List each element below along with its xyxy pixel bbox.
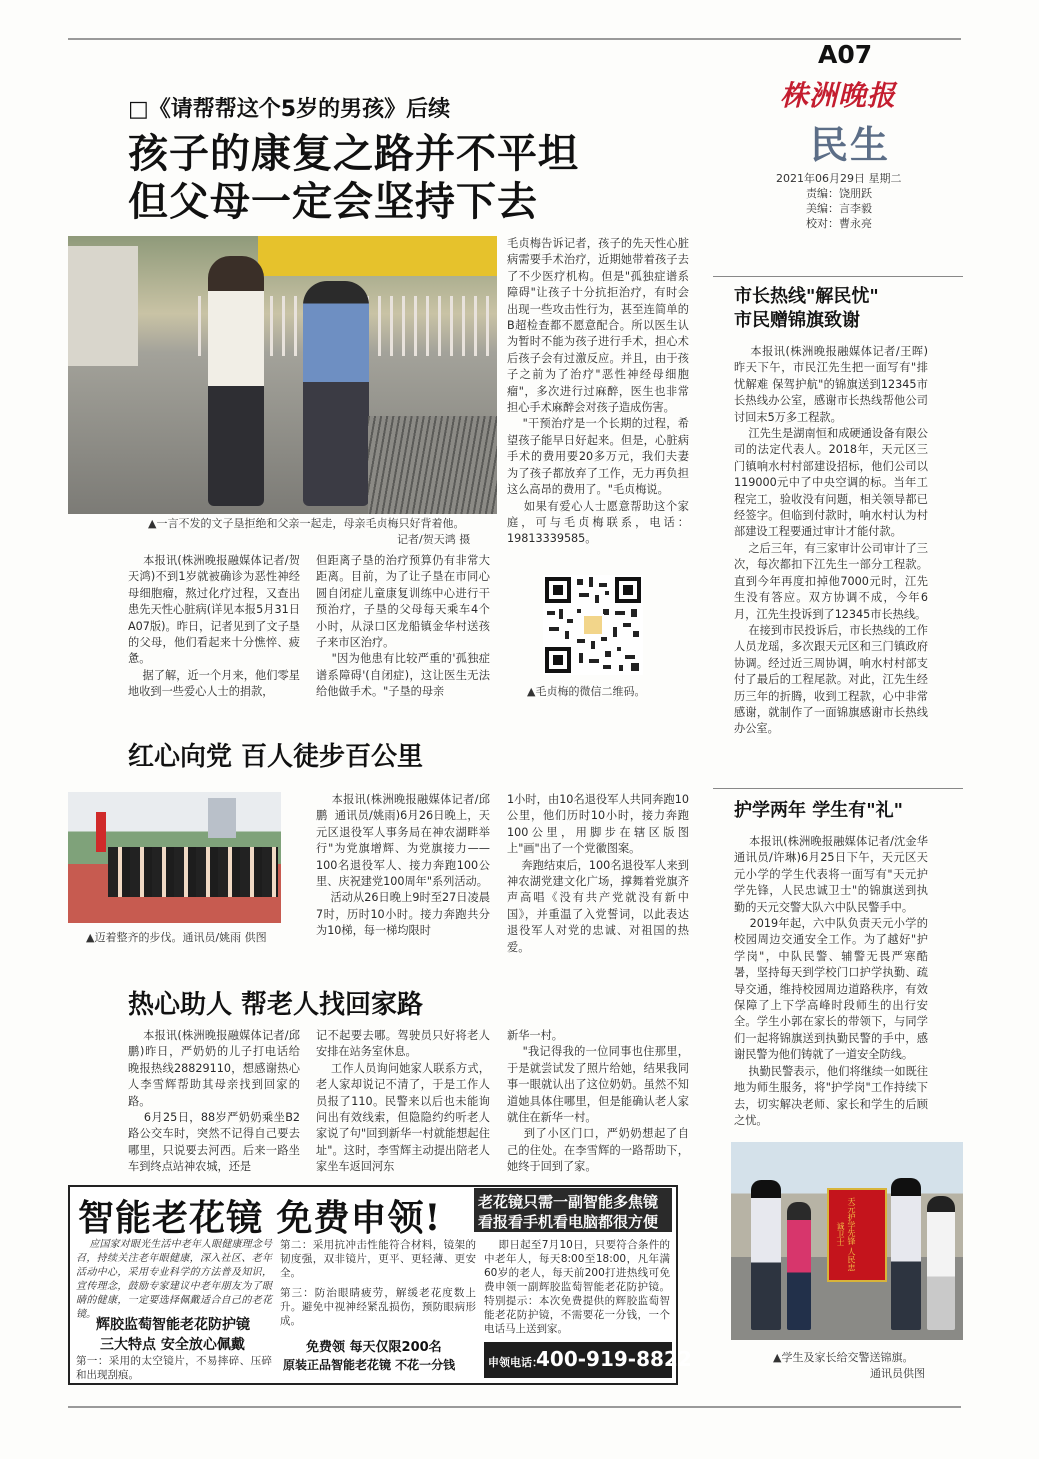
- bottom-rule: [68, 1406, 961, 1408]
- ad-tag-line1: 老花镜只需一副智能多焦镜: [478, 1193, 659, 1211]
- lead-body-col1: 本报讯(株洲晚报融媒体记者/贺天鸿)不到1岁就被确诊为恶性神经母细胞瘤，熬过化疗过程，又查出患先天性心脏病(详见本报5月31日A07版)。昨日，记者见到了文子垦的父母，他们看起来十分憔悴、疲惫。 据了解，近一个月来，他们零星地收到一些爱心人士的捐款，: [128, 554, 300, 699]
- ad-feature-title: 三大特点 安全放心佩戴: [100, 1337, 245, 1353]
- elder-body-col3: 新华一村。 "我记得我的一位同事也住那里，于是就尝试发了照片给她，结果我同事一眼就认出了这位奶奶。虽然不知道她具体住哪里，但是能确认老人家就住在新华一村。 到了小区门口，严奶奶想起了自己的住处。在李雪辉的一路帮助下，她终于回到了家。: [507, 1029, 689, 1174]
- right-col-rule-top: [713, 276, 963, 277]
- march-body-col1: 本报讯(株洲晚报融媒体记者/邱鹏 通讯员/姚雨)6月26日晚上，天元区退役军人事务局在神农湖畔举行"为党旗增辉、为党旗接力——100名退役军人、接力奔跑100公里、庆祝建党100周年"系列活动。 活动从26日晚上9时至27日凌晨7时，历时10小时。接力奔跑共分为10梯，每一梯均限时: [316, 793, 491, 938]
- march-body-col2: 1小时，由10名退役军人共同奔跑10公里，他们历时10小时，接力奔跑100公里，用脚步在辖区版图上"画"出了一个党徽图案。 奔跑结束后，100名退役军人来到神农湖党建文化广场，撑舞着党旗齐声高唱《没有共产党就没有新中国》，并重温了入党誓词，以此表达退役军人对党的忠诚、对祖国的热爱。: [507, 793, 689, 954]
- ad-feature-3: 第三：防治眼睛疲劳，解缓老花度数上升。避免中视神经紧乱损伤，预防眼病形成。: [280, 1287, 476, 1327]
- lead-photo-drain-grate: [368, 416, 497, 514]
- march-photo: [68, 792, 281, 923]
- mayor-body: 本报讯(株洲晚报融媒体记者/王晖)昨天下午，市民江先生把一面写有"排忧解难 保驾护航"的锦旗送到12345市长热线办公室，感谢市长热线帮他公司讨回末5万多工程款。 江先生是湖南恒和成硬通设备有限公司的法定代表人。2018年，天元区三门镇响水村村部建设招标，他们公司以119000元中了中央空调的标。当年工程完工，验收没有问题，相关领导都已经签字。但临到付款时，响水村认为村部建设工程要通过审计才能付款。 之后三年，有三家审计公司审计了三次，每次都扣下江先生一部分工程款。直到今年再度扣掉他7000元时，江先生没有答应。双方协调不成，今年6月，江先生投诉到了12345市长热线。 在接到市民投诉后，市长热线的工作人员龙瑶，多次跟天元区和三门镇政府协调。经过近三周协调，响水村村部支付了最后的工程尾款。对此，江先生经历三年的折腾，收到工程款，心中非常感谢，就制作了一面锦旗感谢市长热线办公室。: [734, 345, 928, 736]
- school-photo-police-right: [891, 1178, 921, 1330]
- qr-caption: ▲毛贞梅的微信二维码。: [527, 685, 646, 698]
- elder-body-col1: 本报讯(株洲晚报融媒体记者/邱鹏)昨日，严奶奶的儿子打电话给晚报热线28829110，想感谢热心人李雪辉帮助其母亲找到回家的路。 6月25日，88岁严奶奶乘坐B2路公交车时，突然不记得自己要去哪里，只说要去河西。后来一路坐车到终点站神农城，还是: [128, 1029, 300, 1174]
- page-number: A07: [818, 40, 873, 69]
- lead-body-col2: 但距离子垦的治疗预算仍有非常大距离。目前，为了让子垦在市同心圆自闭症儿童康复训练中心进行干预治疗，子垦的父母每天乘车4个小时，从渌口区龙船镇金华村送孩子来市区治疗。 "因为他患有比较严重的'孤独症谱系障碍'(自闭症)，这让医生无法给他做手术。"子垦的母亲: [316, 554, 490, 699]
- school-title: 护学两年 学生有"礼": [734, 800, 904, 821]
- lead-photo-father: [208, 256, 264, 506]
- lead-title-line2: 但父母一定会坚持下去: [128, 178, 538, 225]
- march-photo-runners: [108, 847, 278, 897]
- lead-photo: [68, 236, 497, 514]
- paper-logo: 株洲晚报: [780, 79, 897, 112]
- march-title: 红心向党 百人徒步百公里: [128, 742, 424, 772]
- lead-title-line1: 孩子的康复之路并不平坦: [128, 130, 579, 177]
- section-name: 民生: [810, 122, 891, 167]
- ad-feature-1: 第一：采用的太空镜片，不易摔碎、压碎和出现刮痕。: [76, 1355, 272, 1381]
- march-photo-caption: ▲迈着整齐的步伐。通讯员/姚雨 供图: [86, 931, 267, 944]
- qr-code: [543, 575, 643, 675]
- ad-intro: 应国家对眼光生活中老年人眼健康理念号召，持续关注老年眼健康，深入社区、老年活动中心，采用专业科学的方法普及知识，宣传理念，鼓励专家建议中老年朋友为了眼睛的健康，一定要选择佩戴适合自己的老花镜。: [76, 1239, 272, 1320]
- ad-headline: 智能老花镜 免费申领!: [78, 1197, 442, 1239]
- designer-credit: 美编：言李毅: [806, 202, 872, 215]
- ad-tag-line2: 看报看手机看电脑都很方便: [478, 1213, 659, 1231]
- issue-date: 2021年06月29日 星期二: [776, 172, 902, 185]
- lead-photo-credit: 记者/贺天鸿 摄: [397, 533, 471, 546]
- school-photo: [731, 1142, 963, 1340]
- right-col-rule-mid: [713, 788, 963, 789]
- ad-free-line2: 原装正品智能老花镜 不花一分钱: [283, 1358, 456, 1372]
- ad-hotline-number[interactable]: 400-919-8822: [536, 1347, 692, 1371]
- lead-body-col3: 毛贞梅告诉记者，孩子的先天性心脏病需要手术治疗，近期她带着孩子去了不少医疗机构。但是"孤独症谱系障碍"让孩子十分抗拒治疗，有时会出现一些攻击性行为，甚至连简单的B超检查都不愿意配合。所以医生认为暂时不能为孩子进行手术，担心术后孩子会有过激反应。并且，由于孩子之前为了治疗"恶性神经母细胞瘤"，多次进行过麻醉，医生也非常担心手术麻醉会对孩子造成伤害。 "干预治疗是一个长期的过程，希望孩子能早日好起来。但是，心脏病手术的费用要20多万元，我们夫妻为了孩子都放弃了工作，无力再负担这么高昂的费用了。"毛贞梅说。 如果有爱心人士愿意帮助这个家庭，可与毛贞梅联系，电话：19813339585。: [507, 237, 689, 546]
- march-photo-flag: [96, 812, 106, 852]
- ad-free-line1: 免费领 每天仅限200名: [306, 1340, 442, 1355]
- ad-product-name: 辉胶监萄智能老花防护镜: [96, 1317, 250, 1333]
- elder-title: 热心助人 帮老人找回家路: [128, 990, 424, 1020]
- school-body: 本报讯(株洲晚报融媒体记者/沈金华 通讯员/许琳)6月25日下午，天元区天元小学的学生代表将一面写有"天元护学先锋，人民忠诚卫士"的锦旗送到执勤的天元交警大队六中队民警手中。 2019年起，六中队负责天元小学的校园周边交通安全工作。为了越好"护学岗"，中队民警、辅警无畏严寒酷暑，坚持每天到学校门口护学执勤、疏导交通，维持校园周边道路秩序，有效保障了上下学高峰时段师生的出行安全。学生小郭在家长的带领下，与同学们一起将锦旗送到执勤民警的手中，感谢民警为他们铸就了一道安全防线。 执勤民警表示，他们将继续一如既往地为师生服务，将"护学岗"工作持续下去，切实解决老师、家长和学生的后顾之忧。: [734, 835, 928, 1127]
- school-photo-banner-text: 天元护学先锋 人民忠诚卫士: [836, 1196, 856, 1272]
- proofreader-credit: 校对：曹永亮: [806, 217, 872, 230]
- lead-kicker: □《请帮帮这个5岁的男孩》后续: [128, 97, 451, 122]
- school-photo-parent: [927, 1196, 955, 1330]
- school-photo-credit: 通讯员供图: [870, 1367, 925, 1380]
- editor-credit: 责编：饶朋跃: [806, 187, 872, 200]
- school-photo-banner: [827, 1188, 887, 1282]
- school-photo-caption: ▲学生及家长给交警送锦旗。: [773, 1351, 914, 1364]
- school-photo-police-left: [751, 1180, 781, 1330]
- elder-body-col2: 记不起要去哪。驾驶员只好将老人安排在站务室休息。 工作人员询问她家人联系方式，老人家却说记不清了，于是工作人员报了110。民警来以后也未能询问出有效线索，但隐隐约约听老人家说了句"回到新华一村就能想起住址"。这时，李雪辉主动提出陪老人家坐车返回河东: [316, 1029, 490, 1174]
- school-photo-student: [787, 1202, 811, 1330]
- lead-photo-guardhouse: [68, 246, 138, 366]
- mayor-title-line1: 市长热线"解民忧": [734, 286, 879, 307]
- lead-photo-mother-child: [303, 281, 369, 506]
- lead-photo-shop-sign: [258, 236, 497, 276]
- march-photo-building: [208, 798, 236, 838]
- lead-photo-caption: ▲一言不发的文子垦拒绝和父亲一起走，母亲毛贞梅只好背着他。: [148, 517, 465, 530]
- qr-code-graphic: [543, 575, 643, 675]
- ad-feature-2: 第二：采用抗冲击性能符合材料，镜架的韧度强，双非镜片，更平、更轻薄、更安全。: [280, 1239, 476, 1279]
- ad-details: 即日起至7月10日，只要符合条件的中老年人，每天8:00至18:00，凡年满60岁的老人，每天前200打进热线可免费申领一副辉胶监萄智能老花防护镜。特别提示：本次免费提供的辉胶监萄智能老花防护镜，不需要花一分钱，一个电话马上送到家。: [484, 1239, 670, 1335]
- mayor-title-line2: 市民赠锦旗致谢: [734, 310, 860, 331]
- ad-hotline-label: 申领电话：: [488, 1356, 543, 1369]
